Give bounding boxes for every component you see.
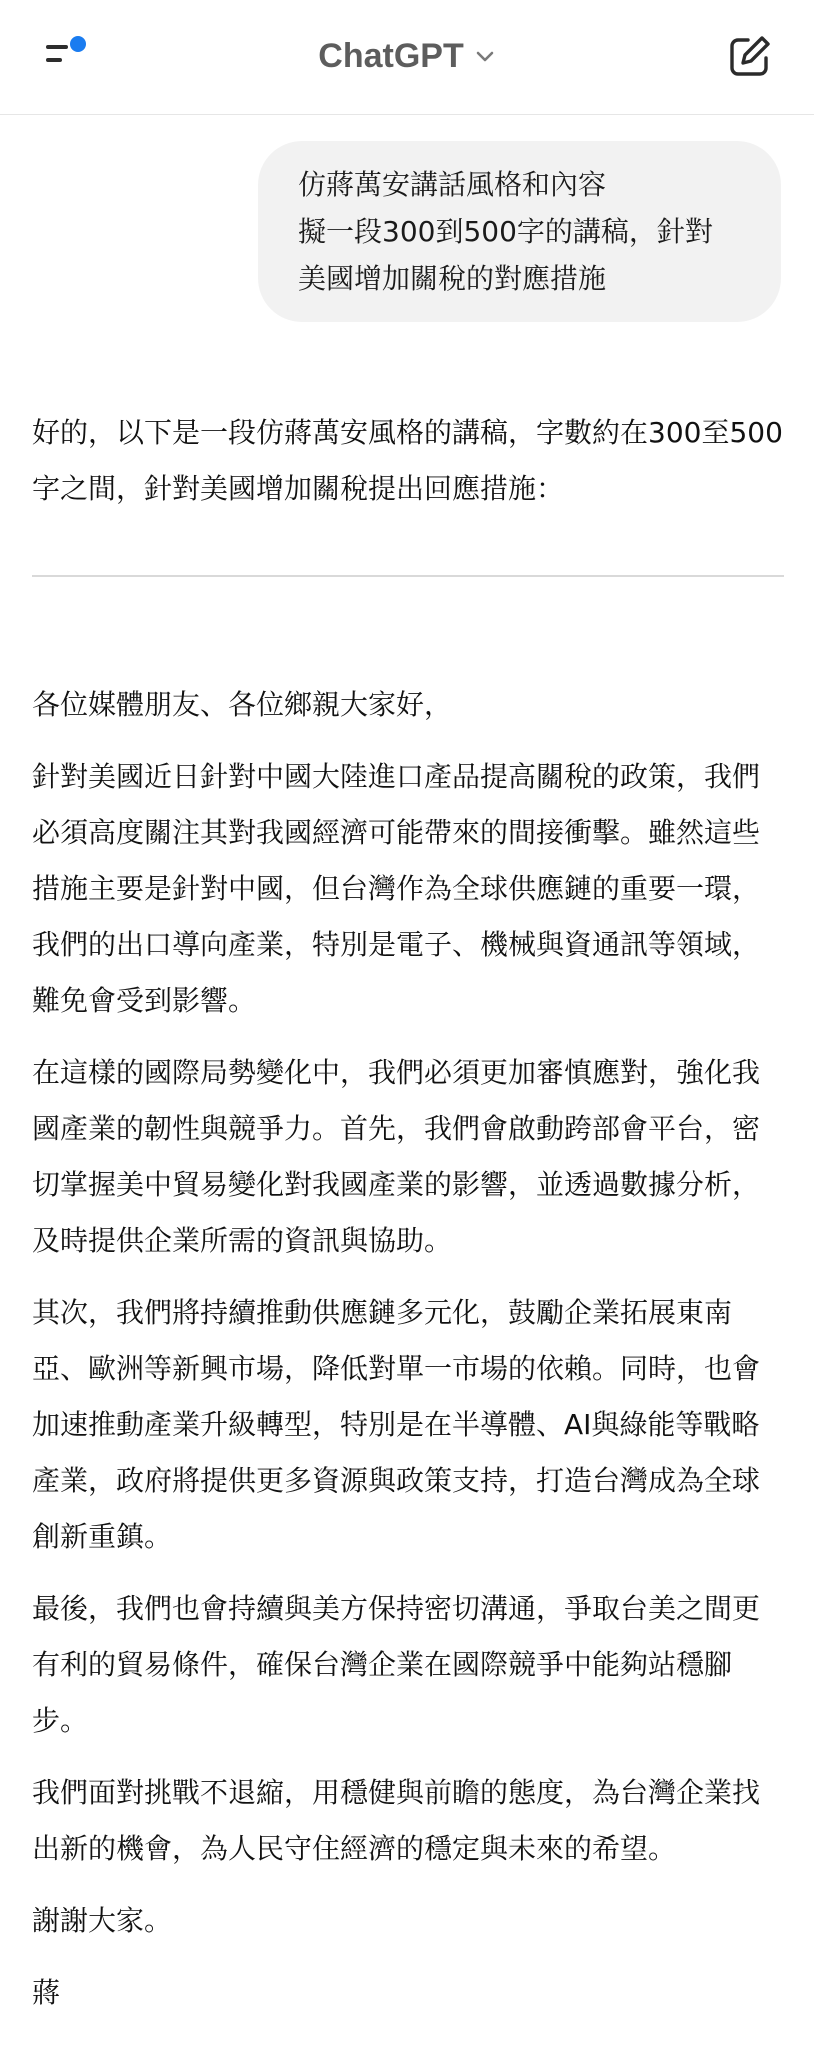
app-title: ChatGPT — [318, 36, 464, 75]
title-area — [0, 30, 814, 82]
speech-signature: 蔣 — [32, 1976, 61, 2009]
new-chat-button[interactable] — [724, 30, 776, 82]
user-message-bubble — [258, 141, 781, 322]
speech-greeting: 各位媒體朋友、各位鄉親大家好， — [32, 688, 453, 721]
user-message-line: 仿蔣萬安講話風格和內容 — [298, 168, 607, 201]
assistant-intro: 好的，以下是一段仿蔣萬安風格的講稿，字數約在300至500字之間，針對美國增加關稅提出回應措施： — [32, 416, 783, 505]
chevron-down-icon — [474, 45, 496, 67]
new-chat-icon — [724, 30, 776, 82]
user-message-line: 美國增加關稅的對應措施 — [298, 262, 607, 295]
speech-paragraph: 針對美國近日針對中國大陸進口產品提高關稅的政策，我們必須高度關注其對我國經濟可能帶來的間接衝擊。雖然這些措施主要是針對中國，但台灣作為全球供應鏈的重要一環，我們的出口導向產業，特別是電子、機械與資通訊等領域，難免會受到影響。 — [32, 760, 761, 1017]
speech-paragraph: 在這樣的國際局勢變化中，我們必須更加審慎應對，強化我國產業的韌性與競爭力。首先，我們會啟動跨部會平台，密切掌握美中貿易變化對我國產業的影響，並透過數據分析，及時提供企業所需的資訊與協助。 — [32, 1056, 761, 1257]
divider — [32, 575, 784, 577]
speech-paragraph: 我們面對挑戰不退縮，用穩健與前瞻的態度，為台灣企業找出新的機會，為人民守住經濟的穩定與未來的希望。 — [32, 1776, 761, 1865]
speech-paragraph: 最後，我們也會持續與美方保持密切溝通，爭取台美之間更有利的貿易條件，確保台灣企業在國際競爭中能夠站穩腳步。 — [32, 1592, 761, 1737]
top-bar — [0, 0, 814, 115]
speech-closing: 謝謝大家。 — [32, 1904, 173, 1937]
assistant-message — [32, 405, 784, 2021]
model-selector[interactable] — [318, 37, 495, 76]
user-message-line: 擬一段300到500字的講稿，針對 — [298, 215, 713, 248]
speech-paragraph: 其次，我們將持續推動供應鏈多元化，鼓勵企業拓展東南亞、歐洲等新興市場，降低對單一市場的依賴。同時，也會加速推動產業升級轉型，特別是在半導體、AI與綠能等戰略產業，政府將提供更多資源與政策支持，打造台灣成為全球創新重鎮。 — [32, 1296, 761, 1553]
